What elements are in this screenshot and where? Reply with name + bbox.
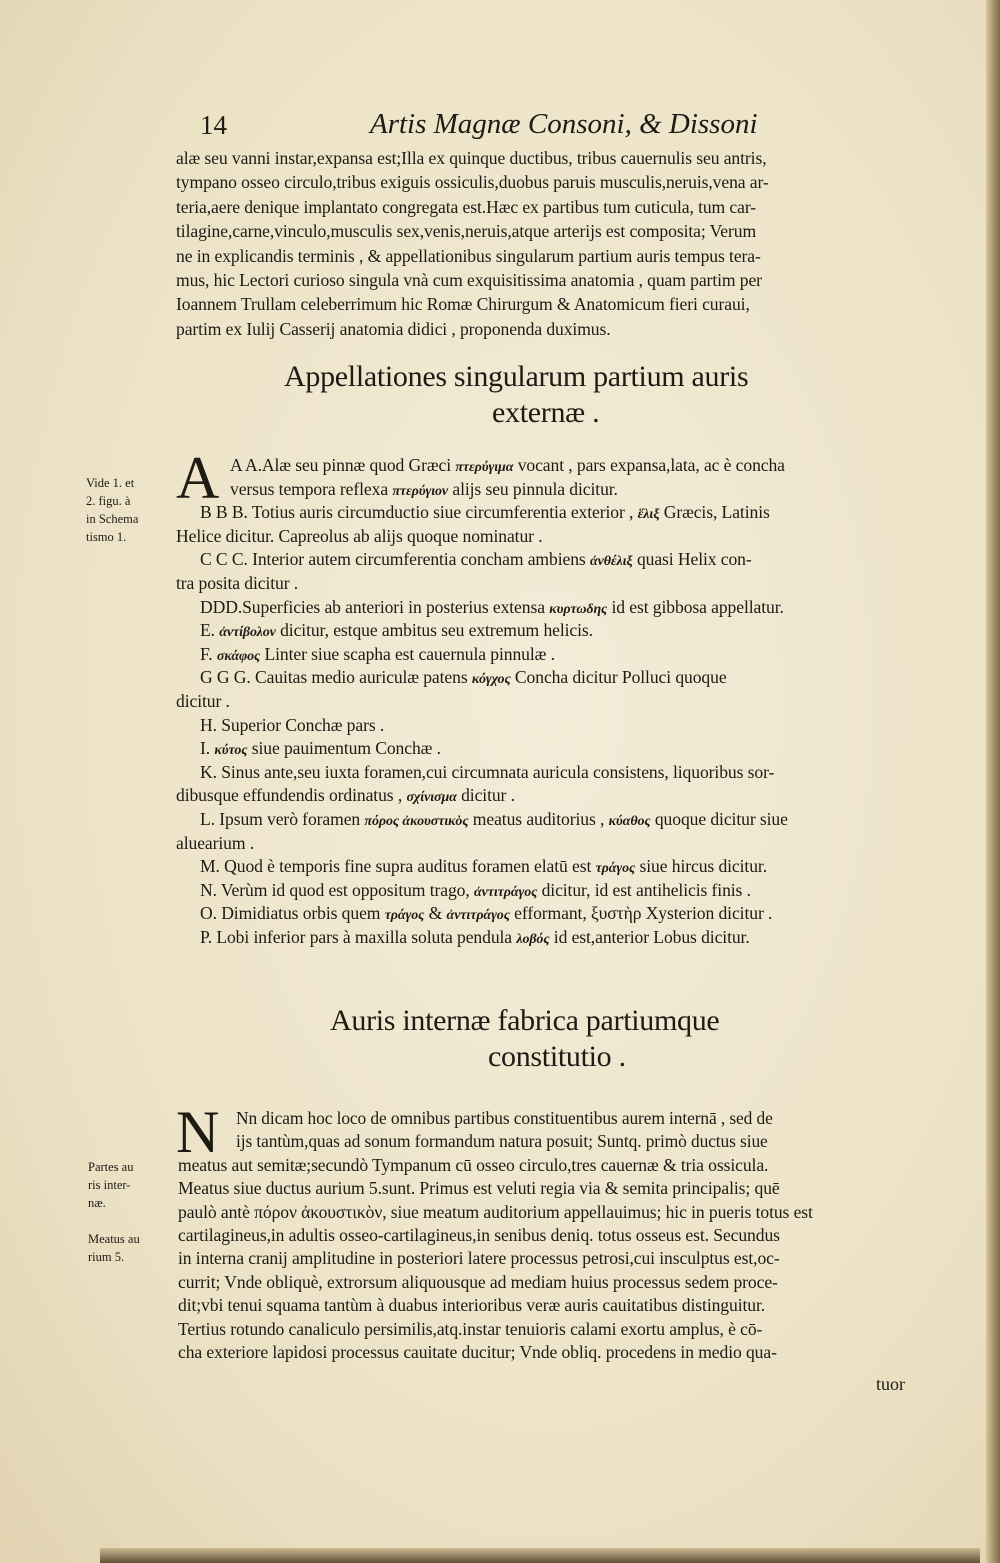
- latin-text: dibusque effundendis ordinatus ,: [176, 785, 403, 806]
- latin-text: siue pauimentum Conchæ .: [251, 738, 441, 759]
- greek-term: τράγος: [595, 861, 636, 877]
- catchword: tuor: [876, 1374, 905, 1394]
- margin-note-line: ris inter-: [88, 1178, 131, 1192]
- latin-text: H. Superior Conchæ pars .: [200, 714, 385, 735]
- page-bottom-edge: [100, 1548, 980, 1563]
- text-line: Nn dicam hoc loco de omnibus partibus constituentibus aurem internā , sed de: [236, 1108, 773, 1128]
- latin-text: M. Quod è temporis fine supra auditus foramen elatū est: [200, 856, 592, 877]
- text-line: tympano osseo circulo,tribus exiguis ossiculis,duobus paruis musculis,neruis,vena ar-: [176, 172, 769, 193]
- text-line: Meatus siue ductus aurium 5.sunt. Primus est veluti regia via & semita principalis; quē: [178, 1178, 780, 1199]
- latin-text: versus tempora reflexa: [230, 478, 389, 499]
- margin-note-line: 2. figu. à: [86, 494, 131, 508]
- greek-term: πτερύγιον: [392, 483, 449, 499]
- text-line: paulò antè πόρον ἀκουστικὸν, siue meatum auditorium appellauimus; hic in pueris totus est: [178, 1201, 813, 1222]
- latin-text: E.: [200, 620, 215, 641]
- latin-text: N. Verùm id quod est oppositum trago,: [200, 879, 470, 900]
- latin-text: L. Ipsum verò foramen: [200, 809, 361, 829]
- text-line: dit;vbi tenui squama tantùm à duabus interioribus veræ auris cauitatibus distinguitur.: [178, 1295, 766, 1316]
- text-line: currit; Vnde obliquè, extrorsum aliquousque ad mediam huius processus sedem proce-: [178, 1271, 778, 1292]
- running-title: Artis Magnæ Consoni, & Dissoni: [370, 108, 758, 140]
- latin-text: efformant, ξυστὴρ Xysterion dicitur .: [514, 903, 773, 924]
- section-heading-2: Auris internæ fabrica partiumque: [330, 1004, 720, 1037]
- text-line: tilagine,carne,vinculo,musculis sex,venis,neruis,atque arterijs est composita; Verum: [176, 221, 757, 242]
- latin-text: dicitur, estque ambitus seu extremum helicis.: [280, 620, 593, 641]
- margin-note-line: Meatus au: [88, 1232, 140, 1246]
- latin-text: A A.Alæ seu pinnæ quod Græci: [230, 455, 452, 475]
- term-line: [200, 925, 750, 952]
- text-line: partim ex Iulij Casserij anatomia didici , proponenda duximus.: [176, 318, 611, 339]
- greek-term: πτερύγιμα: [455, 460, 514, 475]
- latin-text: P. Lobi inferior pars à maxilla soluta pendula: [200, 927, 513, 947]
- greek-term: ἀνθέλιξ: [589, 554, 633, 570]
- latin-text: O. Dimidiatus orbis quem: [200, 903, 381, 924]
- text-line: meatus aut semitæ;secundò Tympanum cū osseo circulo,tres cauernæ & tria ossicula.: [178, 1154, 769, 1175]
- section-heading-2-cont: constitutio .: [488, 1040, 626, 1073]
- greek-term: τράγος: [384, 908, 425, 924]
- latin-text: DDD.Superficies ab anteriori in posterius extensa: [200, 596, 545, 617]
- latin-text: dicitur, id est antihelicis finis .: [541, 879, 751, 900]
- latin-text: id est gibbosa appellatur.: [611, 596, 784, 617]
- latin-text: C C C. Interior autem circumferentia concham ambiens: [200, 549, 586, 570]
- greek-term: κυρτωδης: [549, 601, 608, 617]
- drop-cap-a: A: [176, 445, 220, 511]
- text-line: ijs tantùm,quas ad sonum formandum natura posuit; Suntq. primò ductus siue: [236, 1131, 768, 1152]
- latin-text: Helice dicitur. Capreolus ab alijs quoque nominatur .: [176, 525, 543, 546]
- latin-text: siue hircus dicitur.: [639, 856, 768, 877]
- latin-text: G G G. Cauitas medio auriculæ patens: [200, 667, 468, 688]
- text-line: ne in explicandis terminis , & appellationibus singularum partium auris tempus tera-: [176, 245, 761, 266]
- term-line: [200, 665, 727, 692]
- greek-term: σχίνισμα: [406, 790, 457, 806]
- greek-term: κύαθος: [608, 814, 651, 829]
- latin-text: B B B. Totius auris circumductio siue circumferentia exterior ,: [200, 502, 634, 523]
- greek-term: ἕλιξ: [637, 507, 660, 523]
- margin-note-line: Partes au: [88, 1160, 134, 1174]
- book-spine-edge: [986, 0, 1000, 1563]
- greek-term: κύτος: [214, 743, 248, 759]
- margin-note-line: tismo 1.: [86, 530, 127, 544]
- term-line: [176, 571, 298, 595]
- term-line: [176, 524, 543, 548]
- latin-text: tra posita dicitur .: [176, 573, 299, 593]
- term-line: [176, 689, 230, 713]
- greek-term: ἀντίβολον: [219, 625, 276, 641]
- section-heading-1-cont: externæ .: [492, 396, 600, 429]
- latin-text: quasi Helix con-: [636, 549, 752, 570]
- term-line: [200, 713, 384, 737]
- greek-term: λοβός: [516, 932, 550, 947]
- text-line: teria,aere denique implantato congregata est.Hæc ex partibus tum cuticula, tum car-: [176, 196, 757, 217]
- text-line: Ioannem Trullam celeberrimum hic Romæ Chirurgum & Anatomicum fieri curaui,: [176, 294, 750, 315]
- greek-term: ἀντιτράγος: [446, 908, 510, 924]
- greek-term: σκάφος: [216, 648, 261, 664]
- latin-text: meatus auditorius ,: [472, 809, 605, 829]
- section-heading-1: Appellationes singularum partium auris: [284, 360, 749, 393]
- latin-text: aluearium .: [176, 832, 255, 853]
- text-line: cha exteriore lapidosi processus cauitate ducitur; Vnde obliq. procedens in medio qua-: [178, 1342, 777, 1362]
- latin-text: quoque dicitur siue: [654, 809, 788, 829]
- margin-note-line: in Schema: [86, 512, 139, 526]
- term-line: [200, 807, 788, 834]
- text-line: in interna cranij amplitudine in posteriori latere processus petrosi,cui insculptus est,oc-: [178, 1248, 780, 1269]
- latin-text: I.: [200, 738, 211, 759]
- latin-text: Linter siue scapha est cauernula pinnulæ .: [264, 643, 555, 664]
- latin-text: alijs seu pinnula dicitur.: [452, 478, 618, 499]
- text-line: alæ seu vanni instar,expansa est;Illa ex quinque ductibus, tribus cauernulis seu antris,: [176, 148, 767, 168]
- term-line: [200, 760, 774, 784]
- margin-note-line: rium 5.: [88, 1250, 125, 1264]
- text-line: Tertius rotundo canaliculo persimilis,atq.instar tenuioris calami exortu amplus, è cō-: [178, 1318, 763, 1339]
- page-number: 14: [200, 110, 227, 140]
- latin-text: K. Sinus ante,seu iuxta foramen,cui circumnata auricula consistens, liquoribus sor-: [200, 761, 775, 782]
- latin-text: dicitur .: [176, 691, 230, 711]
- latin-text: &: [428, 903, 443, 924]
- text-line: cartilagineus,in adultis osseo-cartilagineus,in senibus deniq. totus osseus est. Secundus: [178, 1225, 780, 1245]
- greek-term: κόγχος: [471, 672, 511, 688]
- greek-term: ἀντιτράγος: [473, 884, 538, 900]
- term-line: [176, 831, 254, 855]
- page-header: [200, 108, 760, 144]
- drop-cap-n: N: [176, 1099, 220, 1165]
- margin-note-line: Vide 1. et: [86, 476, 135, 490]
- margin-note-line: næ.: [88, 1196, 106, 1210]
- latin-text: Græcis, Latinis: [663, 502, 770, 523]
- latin-text: id est,anterior Lobus dicitur.: [553, 927, 750, 947]
- latin-text: Concha dicitur Polluci quoque: [514, 667, 727, 688]
- latin-text: vocant , pars expansa,lata, ac è concha: [517, 455, 785, 475]
- latin-text: dicitur .: [461, 785, 515, 806]
- text-line: mus, hic Lectori curioso singula vnà cum exquisitissima anatomia , quam partim per: [176, 270, 762, 290]
- greek-term: πόρος ἀκουστικὸς: [364, 814, 469, 829]
- latin-text: F.: [200, 643, 213, 664]
